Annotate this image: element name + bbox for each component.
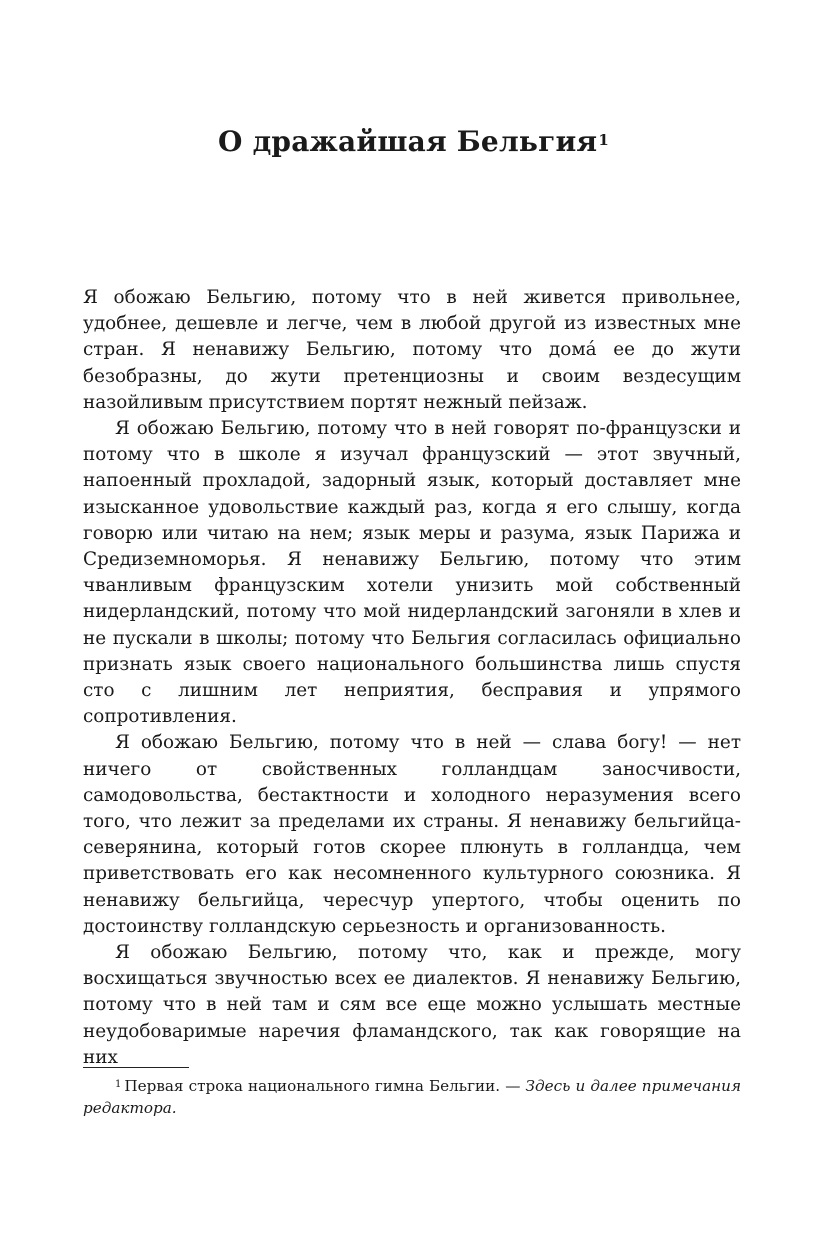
- footnote-editor-note: Здесь и далее примечания редактора.: [83, 1077, 742, 1117]
- paragraph: Я обожаю Бельгию, потому что в ней говорят по-французски и потому что в школе я изучал французский — этот звучный, напоенный прохладой, задорный язык, который доставляет мне изысканное удовольствие каждый раз, когда я его слышу, когда говорю или читаю на нем; язык меры и разума, язык Парижа и Средиземноморья. Я ненавижу Бельгию, потому что этим чванливым французским хотели унизить мой собственный нидерландский, потому что мой нидерландский загоняли в хлев и не пускали в школы; потому что Бельгия согласилась официально признать язык своего национального большинства лишь спустя сто с лишним лет неприятия, бесправия и упрямого сопротивления.: [83, 418, 741, 728]
- footnote-mark: 1: [115, 1079, 122, 1090]
- chapter-title-text: О дражайшая Бельгия: [218, 125, 598, 158]
- paragraph: Я обожаю Бельгию, потому что в ней живется привольнее, удобнее, дешевле и легче, чем в любой другой из известных мне стран. Я ненавижу Бельгию, потому что домá ее до жути безобразны, до жути претенциозны и своим вездесущим назойливым присутствием портят нежный пейзаж.: [83, 287, 741, 413]
- body-text: [83, 285, 741, 1071]
- footnote-text: Первая строка национального гимна Бельгии. —: [124, 1077, 526, 1095]
- chapter-title: [0, 124, 827, 160]
- paragraph: Я обожаю Бельгию, потому что, как и прежде, могу восхищаться звучностью всех ее диалектов. Я ненавижу Бельгию, потому что в ней там и сям все еще можно услышать местные неудобоваримые наречия фламандского, так как говорящие на них: [83, 942, 741, 1068]
- footnote: [83, 1075, 741, 1119]
- footnote-divider: [83, 1067, 189, 1068]
- paragraph: Я обожаю Бельгию, потому что в ней — слава богу! — нет ничего от свойственных голландцам заносчивости, самодовольства, бестактности и холодного неразумения всего того, что лежит за пределами их страны. Я ненавижу бельгийца-северянина, который готов скорее плюнуть в голландца, чем приветствовать его как несомненного культурного союзника. Я ненавижу бельгийца, чересчур упертого, чтобы оценить по достоинству голландскую серьезность и организованность.: [83, 732, 741, 937]
- footnote-reference: 1: [598, 131, 609, 149]
- footnotes: [83, 1075, 741, 1119]
